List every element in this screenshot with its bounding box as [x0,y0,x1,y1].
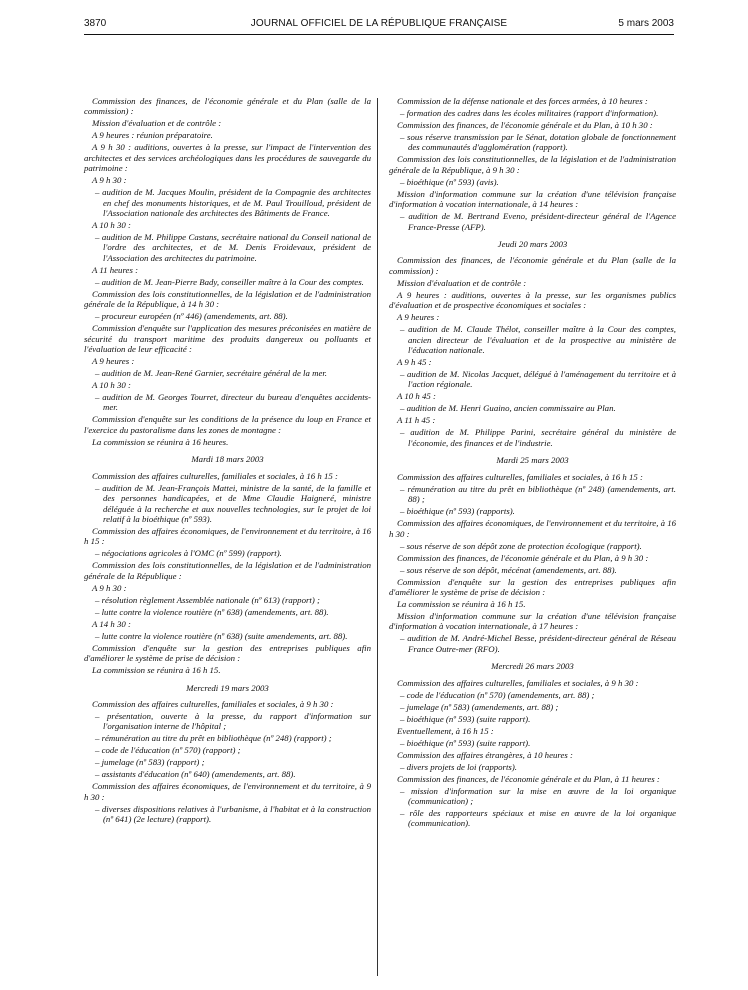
agenda-heading: Commission des lois constitutionnelles, de la législation et de l'administration générale de la République : [84,560,371,581]
agenda-item: – assistants d'éducation (nº 640) (amendements, art. 88). [95,769,296,780]
agenda-item: – jumelage (nº 583) (rapport) ; [95,757,205,768]
agenda-item: – bioéthique (nº 593) (rapports). [400,506,515,517]
agenda-heading: Commission d'enquête sur les conditions de la présence du loup en France et l'exercice du pastoralisme dans les zones de montagne : [84,414,371,435]
issue-date: 5 mars 2003 [618,18,674,29]
date-heading: Mercredi 26 mars 2003 [491,661,574,672]
agenda-line: Mission d'évaluation et de contrôle : [397,277,527,288]
agenda-line: A 11 heures : [92,264,139,275]
agenda-item: – bioéthique (nº 593) (suite rapport). [400,737,531,748]
agenda-item: – rôle des rapporteurs spéciaux et mise en œuvre de la loi organique (communication). [400,807,676,829]
agenda-heading: Commission de la défense nationale et des forces armées, à 10 heures : [397,96,648,106]
agenda-item: – code de l'éducation (nº 570) (amendements, art. 88) ; [400,689,595,700]
date-heading: Mardi 18 mars 2003 [191,454,264,465]
page-number: 3870 [84,18,107,29]
agenda-item: – lutte contre la violence routière (nº 638) (amendements, art. 88). [95,606,329,617]
agenda-heading: Commission des finances, de l'économie générale et du Plan, à 10 h 30 : [397,120,653,130]
left-column [84,96,371,826]
agenda-line: A 9 h 30 : [92,175,127,186]
agenda-heading: Commission des affaires étrangères, à 10 heures : [397,749,573,760]
agenda-item: – audition de M. Henri Guaino, ancien commissaire au Plan. [400,403,616,414]
agenda-heading: Mission d'information commune sur la création d'une télévision française d'information à vocation internationale, à 17 heures : [389,610,676,632]
agenda-line: A 14 h 30 : [92,618,131,629]
agenda-item: – divers projets de loi (rapports). [400,761,517,772]
agenda-heading: Commission d'enquête sur la gestion des entreprises publiques afin d'améliorer le système de prise de décision : [84,642,371,664]
agenda-item: – formation des cadres dans les écoles militaires (rapport d'information). [400,108,659,118]
agenda-item: – lutte contre la violence routière (nº 638) (suite amendements, art. 88). [95,630,348,641]
header-rule [84,34,674,35]
agenda-heading: Commission d'enquête sur la gestion des entreprises publiques afin d'améliorer le système de prise de décision : [389,576,676,597]
agenda-line: La commission se réunira à 16 heures. [92,436,229,447]
column-divider [377,98,378,976]
agenda-heading: Commission des finances, de l'économie générale et du Plan (salle de la commission) : [84,96,371,117]
agenda-line: Mission d'évaluation et de contrôle : [92,118,222,129]
agenda-item: – résolution règlement Assemblée nationale (nº 613) (rapport) ; [95,594,320,605]
agenda-item: – présentation, ouverte à la presse, du rapport d'information sur l'organisation interne de l'hôpital ; [95,710,371,732]
agenda-heading: Commission des lois constitutionnelles, de la législation et de l'administration générale de la République, à 9 h 30 : [389,154,676,175]
agenda-line: A 9 heures : [92,356,135,367]
agenda-line: La commission se réunira à 16 h 15. [397,598,526,609]
agenda-item: – audition de M. Jean-François Mattei, ministre de la santé, de la famille et des personnes handicapées, et de Mme Claudie Haigneré, ministre déléguée à la recherche et aux nouvelles technologies, sur le projet de loi relatif à la bioéthique (nº 593). [95,482,371,524]
agenda-heading: Commission des affaires culturelles, familiales et sociales, à 16 h 15 : [92,470,338,481]
agenda-item: – sous réserve de son dépôt zone de protection écologique (rapport). [400,540,642,551]
agenda-item: – sous réserve transmission par le Sénat, dotation globale de fonctionnement des communautés d'agglomération (rapport). [400,132,676,153]
agenda-heading: Commission des affaires culturelles, familiales et sociales, à 9 h 30 : [397,677,639,688]
agenda-item: – audition de M. Philippe Parini, secrétaire général du ministère de l'économie, des finances et de l'industrie. [400,427,676,448]
date-heading: Mardi 25 mars 2003 [496,455,569,466]
agenda-line: A 11 h 45 : [397,415,436,426]
agenda-line: A 9 h 45 : [397,357,432,368]
agenda-heading: A 9 h 30 : auditions, ouvertes à la presse, sur l'impact de l'intervention des architectes et des services archéologiques dans les procédures de sauvegarde du patrimoine : [84,142,371,174]
agenda-line: A 10 h 45 : [397,391,436,402]
agenda-heading: A 9 heures : auditions, ouvertes à la presse, sur les organismes publics d'évaluation et de prospective économiques et sociales : [389,289,676,311]
agenda-line: La commission se réunira à 16 h 15. [92,665,221,676]
agenda-item: – audition de M. Georges Tourret, directeur du bureau d'enquêtes accidents-mer. [95,392,371,413]
agenda-item: – code de l'éducation (nº 570) (rapport) ; [95,745,241,756]
date-heading: Mercredi 19 mars 2003 [186,682,269,693]
agenda-line: A 9 heures : [397,312,440,323]
agenda-heading: Commission des lois constitutionnelles, de la législation et de l'administration générale de la République, à 14 h 30 : [84,288,371,310]
agenda-item: – audition de M. Claude Thélot, conseiller maître à la Cour des comptes, ancien directeur de l'évaluation et de la prospective au ministère de l'éducation nationale. [400,324,676,356]
agenda-item: – audition de M. Bertrand Eveno, président-directeur général de l'Agence France-Presse (AFP). [400,211,676,232]
agenda-heading: Commission d'enquête sur l'application des mesures préconisées en matière de sécurité du transport maritime des produits dangereux ou polluants et l'évaluation de leur efficacité : [84,323,371,355]
agenda-item: – rémunération au titre du prêt en bibliothèque (nº 248) (rapport) ; [95,733,332,744]
agenda-item: – procureur européen (nº 446) (amendements, art. 88). [95,311,288,322]
agenda-heading: Commission des affaires économiques, de l'environnement et du territoire, à 16 h 30 : [389,518,676,539]
agenda-heading: Mission d'information commune sur la création d'une télévision française d'information à vocation internationale, à 14 heures : [389,188,676,210]
agenda-item: – audition de M. Jacques Moulin, président de la Compagnie des architectes en chef des monuments historiques, et de M. Paul Trouilloud, président de l'Association nationale des architectes des Bâtiments de France. [95,187,371,219]
agenda-heading: Commission des finances, de l'économie générale et du Plan, à 9 h 30 : [397,552,649,563]
agenda-item: – bioéthique (nº 593) (suite rapport). [400,713,531,724]
agenda-item: – audition de M. Jean-René Garnier, secrétaire général de la mer. [95,368,327,379]
agenda-heading: Commission des affaires culturelles, familiales et sociales, à 9 h 30 : [92,698,334,709]
agenda-line: A 9 h 30 : [92,582,127,593]
agenda-item: – audition de M. André-Michel Besse, président-directeur général de Réseau France Outre-mer (RFO). [400,633,676,654]
agenda-line: Eventuellement, à 16 h 15 : [397,725,494,736]
agenda-line: A 10 h 30 : [92,380,131,391]
agenda-heading: Commission des finances, de l'économie générale et du Plan, à 11 heures : [397,773,660,784]
agenda-item: – négociations agricoles à l'OMC (nº 599) (rapport). [95,548,282,559]
page-header [84,16,674,34]
agenda-item: – diverses dispositions relatives à l'urbanisme, à l'habitat et à la construction (nº 641) (2e lecture) (rapport). [95,803,371,825]
right-column [389,96,676,830]
journal-title: JOURNAL OFFICIEL DE LA RÉPUBLIQUE FRANÇAISE [250,18,508,29]
agenda-item: – rémunération au titre du prêt en bibliothèque (nº 248) (amendements, art. 88) ; [400,483,676,505]
agenda-heading: Commission des affaires économiques, de l'environnement et du territoire, à 9 h 30 : [84,781,371,802]
agenda-item: – mission d'information sur la mise en œuvre de la loi organique (communication) ; [400,785,676,806]
agenda-item: – jumelage (nº 583) (amendements, art. 88) ; [400,701,559,712]
date-heading: Jeudi 20 mars 2003 [497,239,568,250]
agenda-item: – audition de M. Jean-Pierre Bady, conseiller maître à la Cour des comptes. [95,276,364,287]
agenda-heading: Commission des affaires culturelles, familiales et sociales, à 16 h 15 : [397,471,643,482]
agenda-line: A 10 h 30 : [92,220,131,231]
agenda-item: – sous réserve de son dépôt, mécénat (amendements, art. 88). [400,564,617,575]
agenda-item: – audition de M. Philippe Castans, secrétaire national du Conseil national de l'ordre des architectes, et de M. Denis Froidevaux, président de l'Association des architectes du patrimoine. [95,232,371,263]
agenda-item: – bioéthique (nº 593) (avis). [400,176,499,187]
agenda-heading: Commission des affaires économiques, de l'environnement et du territoire, à 16 h 15 : [84,525,371,547]
agenda-item: – audition de M. Nicolas Jacquet, délégué à l'aménagement du territoire et à l'action régionale. [400,369,676,390]
agenda-heading: Commission des finances, de l'économie générale et du Plan (salle de la commission) : [389,255,676,276]
agenda-line: A 9 heures : réunion préparatoire. [92,130,213,141]
